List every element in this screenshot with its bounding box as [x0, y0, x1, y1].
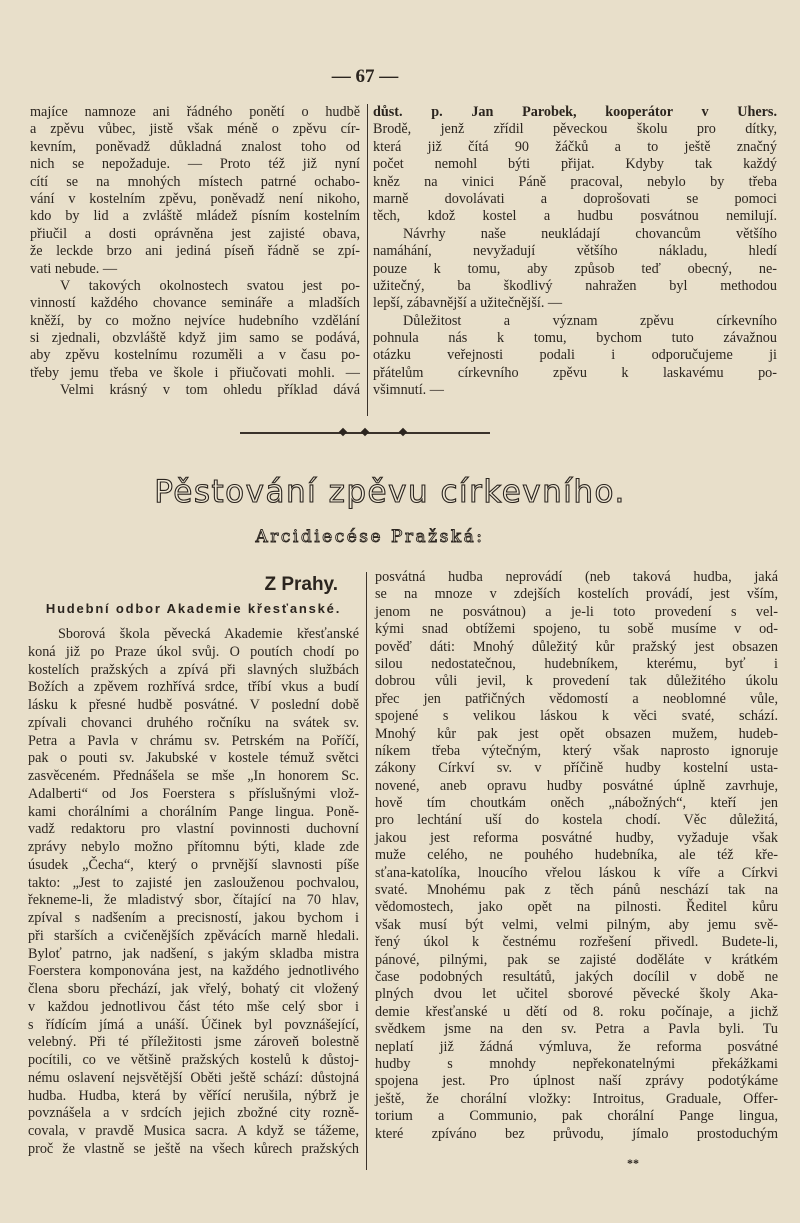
- text-line: nich se nepožaduje. — Proto též již nyní: [30, 156, 360, 173]
- text-line: přátelům církevního zpěvu k laskavému po-: [373, 364, 777, 381]
- top-right-column: [373, 104, 777, 400]
- text-line: povznášela a v srdcích jejich zbožné city rozně-: [28, 1105, 359, 1122]
- text-line: v každou jednotlivou část této mše celý sbor i: [28, 998, 359, 1015]
- text-line: vání v kostelním zpěvu, poněvadž není nikoho,: [30, 190, 360, 207]
- text-line: kami chorálními a chorálním Pange lingua. Poně-: [28, 803, 359, 820]
- text-line: zákony Církví sv. v příčině hudby kostelní usta-: [375, 760, 778, 777]
- text-line: plných dvou let učitel sborové pěvecké školy Aka-: [375, 986, 778, 1003]
- text-line: posvátná hudba neprovádí (neb taková hudba, jaká: [375, 569, 778, 585]
- text-line: Adalberti“ od Jos Foerstera s příslušnými vlož-: [28, 785, 359, 802]
- text-line: cítí se na mnohých místech patrné ochabo-: [30, 173, 360, 190]
- article-subheading: Hudební odbor Akademie křesťanské.: [45, 601, 342, 616]
- text-line: Mnohý kůr pak jest opět obsazen mužem, hudeb-: [375, 725, 778, 742]
- text-line: řený úkol k čestnému rozřešení přivedl. Budete-li,: [375, 934, 778, 951]
- text-line: Petra a Pavla v chrámu sv. Petrském na Poříčí,: [28, 732, 359, 749]
- text-line: důst. p. Jan Parobek, kooperátor v Uhers.: [373, 104, 777, 120]
- text-line: aby zpěvu kostelnímu rozuměli a v času po-: [30, 347, 360, 364]
- text-line: vědomostech, jako opět na pilnosti. Ředitel kůru: [375, 899, 778, 916]
- text-line: spojena jest. Pro úplnost naší zprávy podotýkáme: [375, 1073, 778, 1090]
- column-divider: [367, 104, 368, 416]
- text-line: jakou jest reforma posvátné hudby, vyžaduje však: [375, 829, 778, 846]
- text-line: však musí být velmi, velmi pilným, aby jemu svě-: [375, 916, 778, 933]
- text-line: silou nedostatečnou, hudebníkem, kterému, byť i: [375, 655, 778, 672]
- footnote-mark: **: [627, 1156, 639, 1170]
- text-line: zasvěceném. Přednášela se mše „In honorem Sc.: [28, 768, 359, 784]
- text-line: která již čítá 90 žáčků a to ještě značný: [373, 138, 777, 155]
- text-line: V takových okolnostech svatou jest po-: [60, 277, 360, 294]
- text-line: svědkem jsme na den sv. Petra a Pavla byli. Tu: [375, 1021, 778, 1038]
- text-line: řekneme-li, že mladistvý sbor, čítající na 70 hlav,: [28, 892, 359, 909]
- text-line: kými snad obtížemi spojeno, tu sobě musíme v od-: [375, 621, 778, 638]
- text-line: při starších a cvičenějších zpěvácích marně hledali.: [28, 927, 359, 944]
- text-line: zpívali chovanci druhého ročníku na svátek sv.: [28, 714, 359, 731]
- text-line: torium a Communio, pak chorální Pange lingua,: [375, 1108, 778, 1125]
- text-line: velebný. Při té příležitosti jsme zároveň bolestně: [28, 1034, 359, 1051]
- text-line: proč že vlastně se ještě na všech kůrech pražských: [28, 1140, 359, 1157]
- section-subtitle: Arcidiecése Pražská:: [255, 527, 485, 547]
- text-line: úsudek „Čecha“, který o prvnější slavnosti píše: [28, 856, 359, 873]
- text-line: demie křesťanské u dětí od 8. roku počínaje, a jichž: [375, 1003, 778, 1020]
- text-line: kněz na vinici Páně pracoval, nebylo by třeba: [373, 173, 777, 190]
- text-line: Byloť patrno, jak nadšení, s jakým skladba mistra: [28, 945, 359, 962]
- text-line: Návrhy naše neukládají chovancům většího: [403, 225, 777, 242]
- text-line: spojené s velikou láskou k věci svaté, schází.: [375, 708, 778, 725]
- text-line: se na mnoze v zdejších kostelích provádí, jest vším,: [375, 586, 778, 603]
- text-line: čase podobných resultátů, jakých docílil v době ne: [375, 968, 778, 985]
- text-line: otázku veřejnosti podali i odporučujeme ji: [373, 347, 777, 364]
- text-line: pro lechtání uší do kostela chodí. Věc důležitá,: [375, 812, 778, 829]
- text-line: vadž redaktoru pro vlastní povinnosti duchovní: [28, 821, 359, 838]
- text-line: přiučil a dosti oprávněna jest zajisté obava,: [30, 225, 360, 242]
- text-line: Foerstera komponována jest, na každého jednotlivého: [28, 963, 359, 980]
- text-line: kdo by lid a zvláště mládež písním kostelním: [30, 208, 360, 225]
- text-line: takto: „Jest to zajisté jen zaslouženou pochvalou,: [28, 874, 359, 891]
- text-line: třeby jemu třeba ve škole i přiučovati mohli. —: [30, 364, 360, 381]
- text-line: těch, kdož kostel a hudbu posvátnou nemilují.: [373, 208, 777, 225]
- text-line: pohnula nás k tomu, bychom tuto závažnou: [373, 330, 777, 347]
- text-line: zpíval s nadšením a precisností, jakou bychom i: [28, 910, 359, 926]
- text-line: marně dovolávati a doprošovati se pomoci: [373, 190, 777, 207]
- text-line: Brodě, jenž zřídil pěveckou školu pro dítky,: [373, 121, 777, 138]
- text-line: kněží, by co možno nejvíce hudebního vzdělání: [30, 312, 360, 329]
- page-number: — 67 —: [331, 66, 399, 87]
- text-line: hově tím choutkám oněch „nábožných“, kteří jen: [375, 795, 778, 812]
- text-line: neplatí již žádná výmluva, že reforma posvátné: [375, 1038, 778, 1055]
- ornamental-rule: [240, 432, 490, 434]
- text-line: koná již po Praze úkol svůj. O poutích chodí po: [28, 643, 359, 660]
- text-line: a zpěvu vůbec, jistě však méně o zpěvu cír-: [30, 121, 360, 138]
- text-line: majíce namnoze ani řádného ponětí o hudbě: [30, 104, 360, 120]
- text-line: pak o pouti sv. Jakubské v kostele témuž světci: [28, 750, 359, 767]
- text-line: si zjednali, obzvláště když jim samo se podává,: [30, 330, 360, 347]
- text-line: vinností každého chovance semináře a mladších: [30, 295, 360, 312]
- text-line: počet nemohl býti přijat. Kdyby tak každý: [373, 156, 777, 173]
- text-line: všimnutí. —: [373, 382, 444, 399]
- text-line: kevním, poněvadž důkladná znalost toho od: [30, 138, 360, 155]
- text-line: zprávy nebylo možno přítomnu býti, klade zde: [28, 839, 359, 855]
- text-line: člena sboru přechází, jak vřelý, bohatý cit vložený: [28, 981, 359, 997]
- text-line: covala, v pravdě Musica sacra. A když se tážeme,: [28, 1123, 359, 1139]
- top-left-column: [30, 104, 360, 400]
- text-line: hudba. Hudba, která by věřící nerušila, nýbrž je: [28, 1087, 359, 1104]
- text-line: jenom ne posvátnou) a je-li toto provedení s vel-: [375, 603, 778, 620]
- text-line: pouze k tomu, aby způsob teď obecný, ne-: [373, 260, 777, 277]
- bottom-left-column: [28, 626, 359, 1159]
- text-line: které zpíváno bez průvodu, jímalo prostoduchým: [375, 1125, 778, 1142]
- text-line: novené, aneb opravu hudby posvátné úplně zavrhuje,: [375, 777, 778, 794]
- text-line: užitečný, ba škodlivý nahražen byl methodou: [373, 277, 777, 294]
- text-line: přec jen patřičných vědomostí a neoblomné vůle,: [375, 690, 778, 707]
- text-line: níkem třeba výtečným, který však naprosto ignoruje: [375, 742, 778, 759]
- text-line: kostelích pražských a zpívá při slavných službách: [28, 661, 359, 678]
- text-line: namáhání, nevyžadují většího nákladu, hledí: [373, 243, 777, 260]
- article-heading: Z Prahy.: [264, 574, 338, 595]
- text-line: že leckde brzo ani jediná píseň řádně se zpí-: [30, 243, 360, 260]
- text-line: pověď dáti: Mnohý důležitý kůr pražský jest obsazen: [375, 638, 778, 655]
- text-line: dobrou vůli jevil, k provedení tak důležitého úkolu: [375, 673, 778, 690]
- text-line: svaté. Mnohému pak z těch pánů neschází tak na: [375, 882, 778, 899]
- text-line: Sborová škola pěvecká Akademie křesťanské: [58, 626, 359, 642]
- column-divider: [366, 572, 367, 1170]
- section-title: Pěstování zpěvu církevního.: [154, 474, 626, 510]
- text-line: Božích a zpěvem rozhřívá srdce, tříbí vkus a budí: [28, 679, 359, 696]
- text-line: pocítili, co ve většině pražských kostelů k důstoj-: [28, 1052, 359, 1068]
- bottom-right-column: [375, 569, 778, 1143]
- text-line: muže celého, ne pouhého hudebníka, ale též kře-: [375, 847, 778, 864]
- text-line: s řídícím jímá a unáší. Účinek byl povznášející,: [28, 1016, 359, 1033]
- text-line: lásku k přesné hudbě posvátné. V poslední době: [28, 697, 359, 713]
- text-line: sťana-katolíka, lnoucího vřelou láskou k víře a Církvi: [375, 864, 778, 881]
- text-line: Důležitost a význam zpěvu církevního: [403, 312, 777, 329]
- text-line: vati nebude. —: [30, 260, 118, 277]
- text-line: hudby s mnohdy nepřekonatelnými překážkami: [375, 1055, 778, 1072]
- text-line: ještě, že chorální vložky: Introitus, Graduale, Offer-: [375, 1090, 778, 1107]
- text-line: pánové, pilnými, pak se zajisté doděláte v krátkém: [375, 951, 778, 968]
- text-line: Velmi krásný v tom ohledu příklad dává: [60, 382, 360, 399]
- text-line: lepší, zábavnější a užitečnější. —: [373, 295, 563, 312]
- text-line: nému oslavení nejsvětější Oběti ještě schází: důstojná: [28, 1069, 359, 1086]
